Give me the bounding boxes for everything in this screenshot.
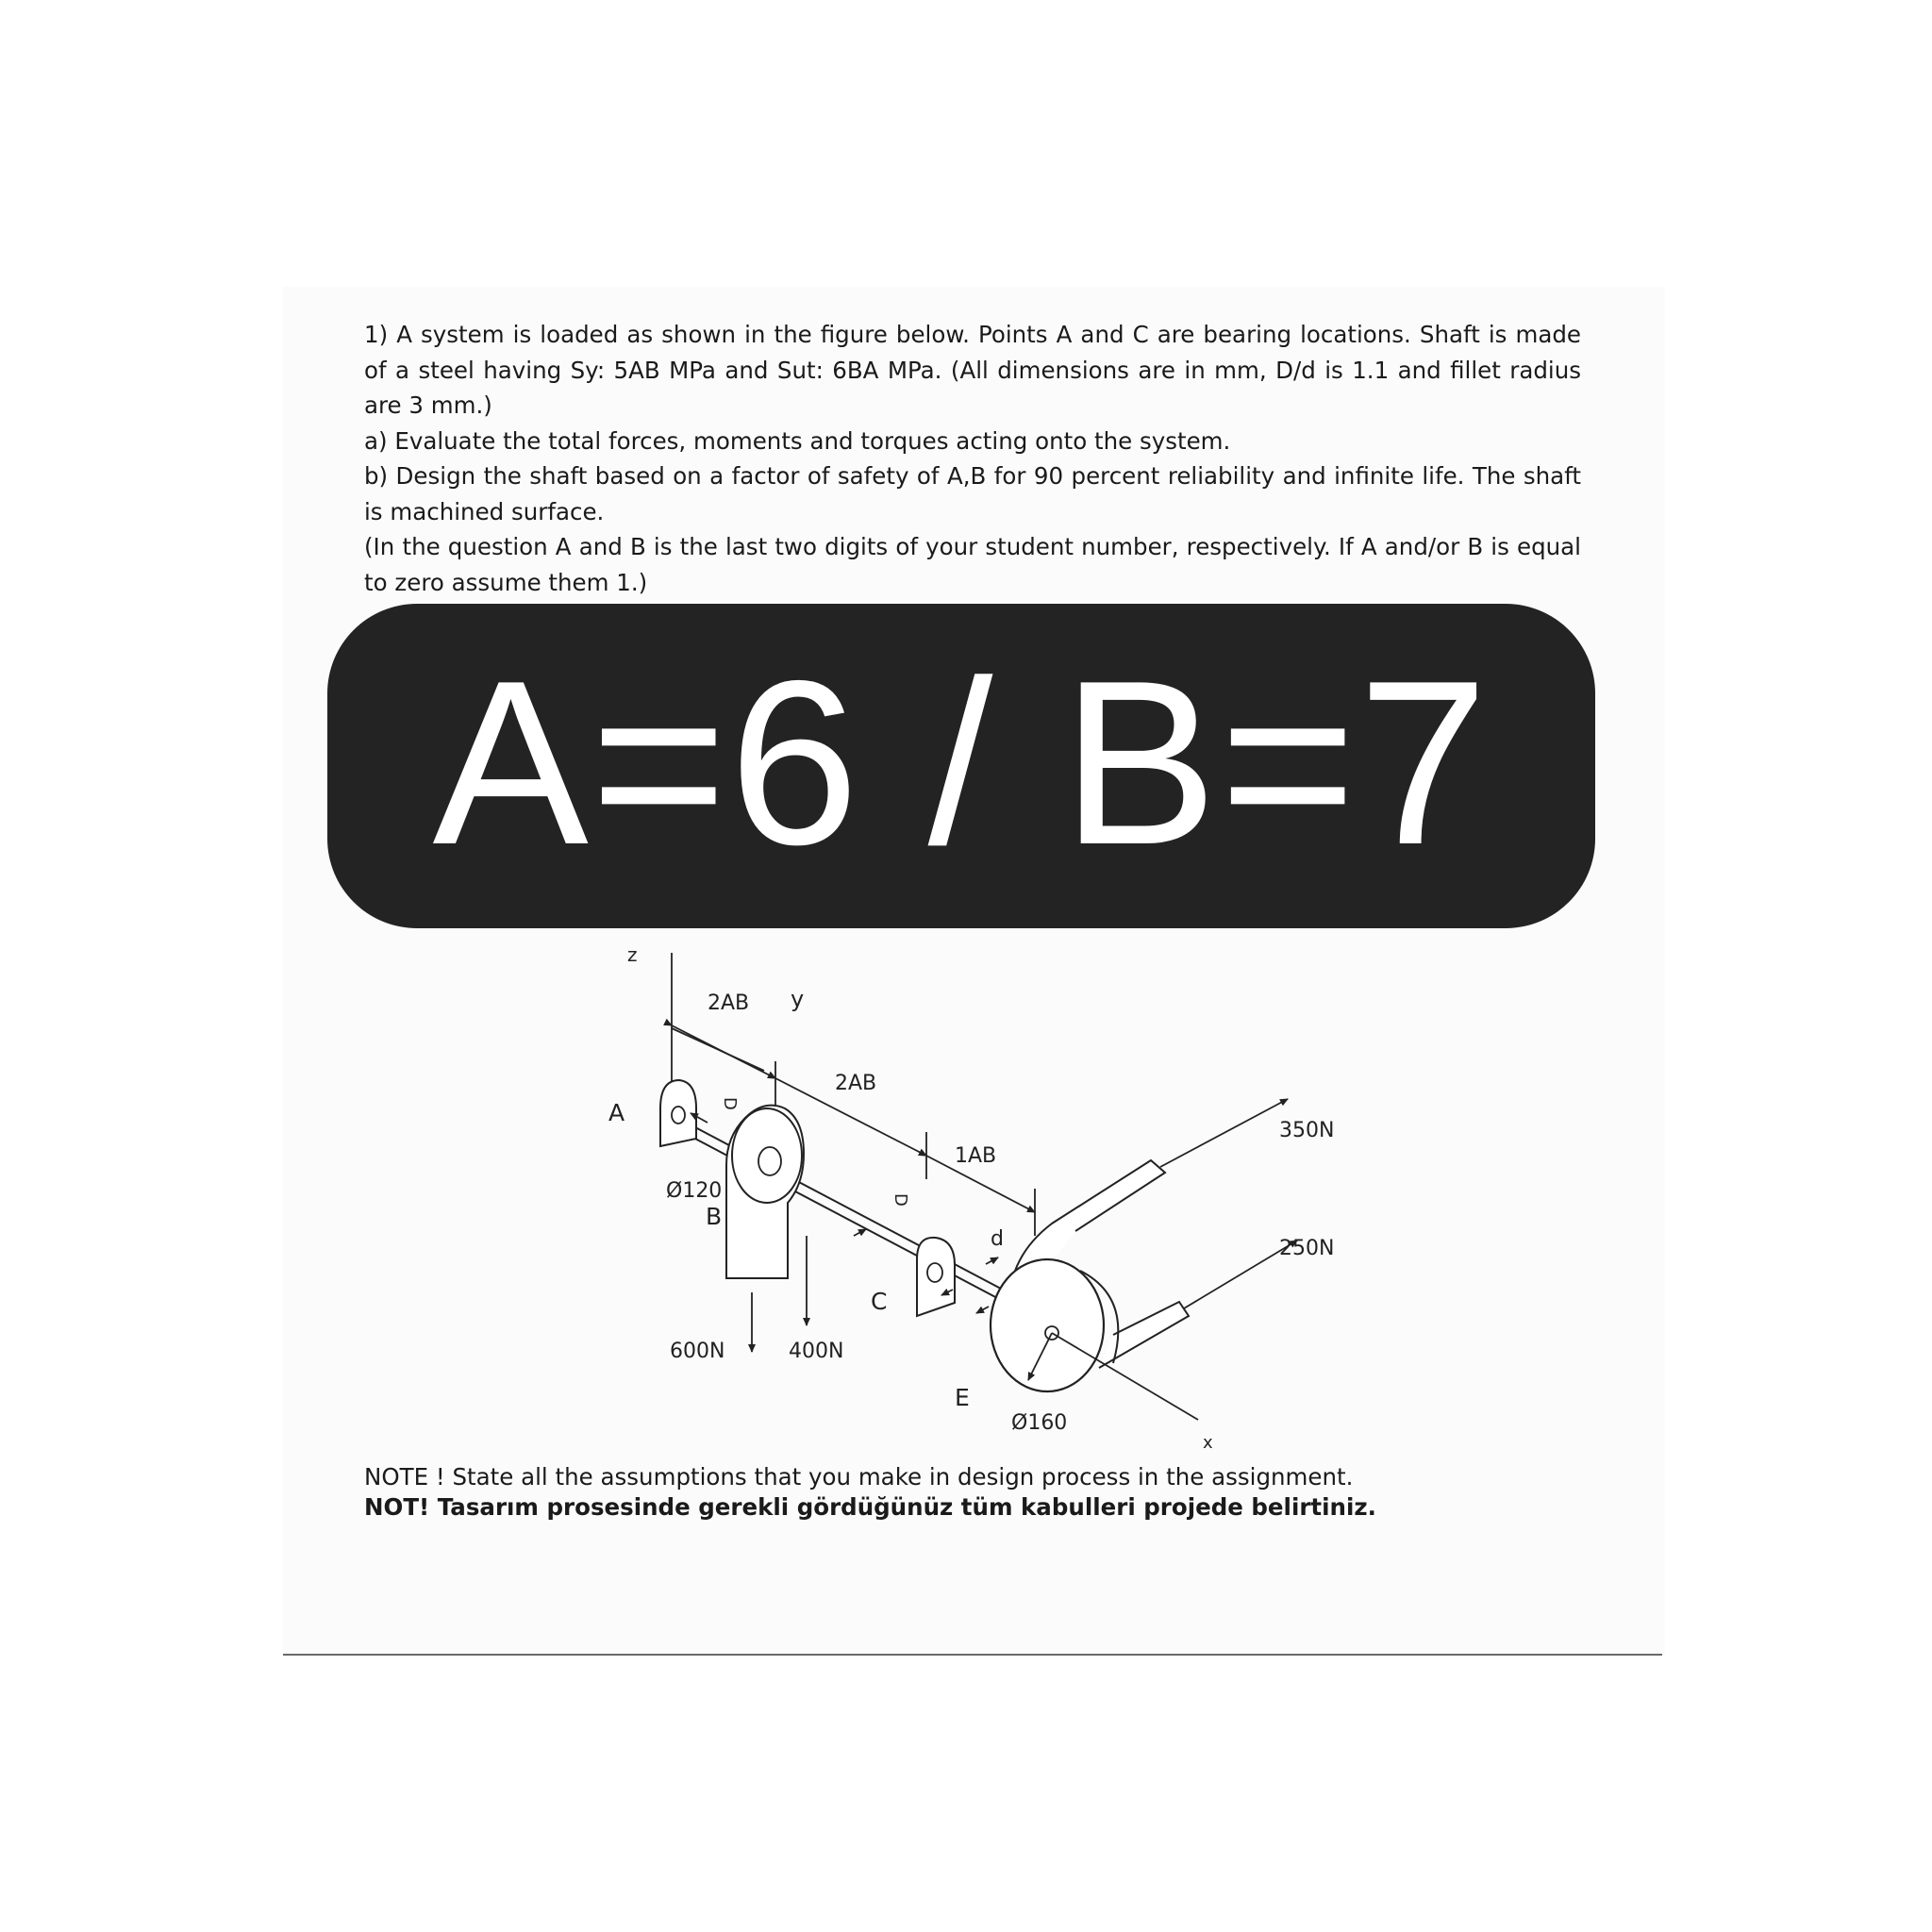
diam-small-label: d [991, 1227, 1004, 1251]
note-block [364, 1462, 1591, 1523]
force-350-arrow [1160, 1099, 1288, 1167]
student-digits-text: A=6 / B=7 [432, 631, 1491, 893]
note-english: NOTE ! State all the assumptions that you make in design process in the assignment. [364, 1463, 1354, 1491]
pulley-b-hub [758, 1147, 781, 1175]
dim-line-1 [672, 1025, 775, 1078]
axis-z-label: z [627, 943, 638, 966]
diam-d2-arrow-a [854, 1229, 866, 1236]
diam-small-arrow-a [986, 1257, 998, 1264]
page-bottom-rule [283, 1654, 1662, 1656]
dim-1-label: 2AB [708, 991, 750, 1015]
diam-small-arrow-b [976, 1307, 989, 1313]
pulley-e [991, 1259, 1104, 1391]
question-part-a: a) Evaluate the total forces, moments and torques acting onto the system. [364, 426, 1231, 455]
point-b-label: B [706, 1203, 723, 1230]
axis-x-label: x [1203, 1433, 1213, 1453]
question-part-b: b) Design the shaft based on a factor of safety of A,B for 90 percent reliability and infinite life. The shaft is machined surface. [364, 462, 1581, 525]
diam-d2-label: D [891, 1193, 910, 1207]
question-instruction: (In the question A and B is the last two digits of your student number, respectively. If A and/or B is equal to zero assume them 1.) [364, 533, 1581, 596]
point-c-label: C [871, 1288, 888, 1315]
student-digits-overlay [327, 604, 1595, 928]
point-e-label: E [955, 1384, 970, 1411]
point-a-label: A [608, 1099, 625, 1126]
shaft-diagram-svg [585, 920, 1358, 1467]
force-350-label: 350N [1279, 1119, 1335, 1142]
force-250-label: 250N [1279, 1237, 1335, 1260]
shaft-diagram [585, 920, 1358, 1467]
axis-y-label: y [791, 986, 805, 1012]
dim-3-label: 1AB [955, 1144, 997, 1168]
diam-d1-label: D [720, 1097, 740, 1110]
pulley-e-diameter-label: Ø160 [1011, 1411, 1068, 1435]
bearing-c-bore [927, 1263, 942, 1282]
pulley-e-lower-belt [1099, 1302, 1189, 1368]
bearing-a-bore [672, 1107, 685, 1124]
question-intro: 1) A system is loaded as shown in the figure below. Points A and C are bearing locations. Shaft is made of a steel having Sy: 5AB MPa and Sut: 6BA MPa. (All dimensions are in mm, D/d is 1.1 and fillet radius are 3 mm.) [364, 321, 1581, 419]
force-600-label: 600N [670, 1340, 725, 1363]
force-400-label: 400N [789, 1340, 844, 1363]
question-text [364, 317, 1581, 600]
note-turkish: NOT! Tasarım prosesinde gerekli gördüğünüz tüm kabulleri projede belirtiniz. [364, 1493, 1376, 1521]
dim-2-label: 2AB [835, 1072, 877, 1095]
pulley-b-diameter-label: Ø120 [666, 1179, 723, 1203]
